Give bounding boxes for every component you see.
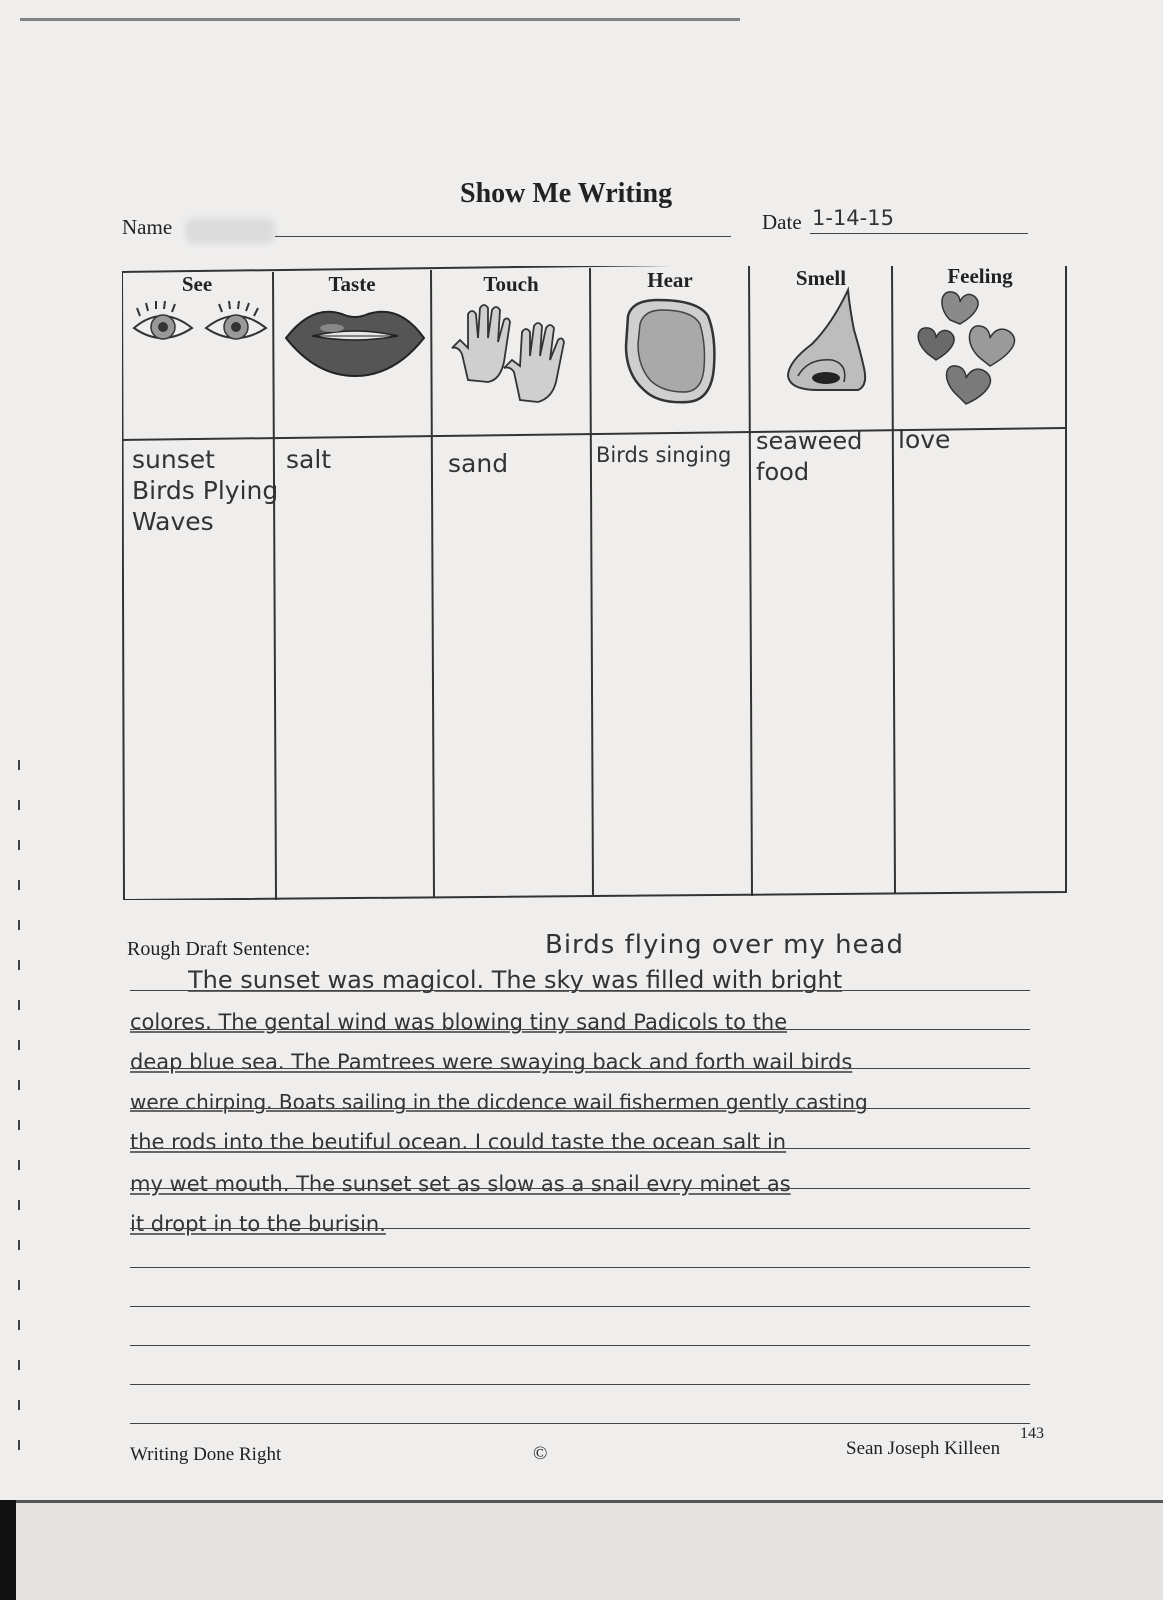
writing-line bbox=[130, 1148, 1030, 1149]
writing-line bbox=[130, 1029, 1030, 1030]
entry-see: sunset Birds Plying Waves bbox=[132, 445, 279, 536]
binding-marks bbox=[14, 760, 24, 1480]
scan-top-rule bbox=[20, 18, 740, 21]
name-label: Name bbox=[122, 215, 173, 239]
page-title: Show Me Writing bbox=[460, 178, 673, 209]
ear-icon bbox=[618, 296, 722, 408]
writing-line bbox=[130, 1384, 1030, 1385]
eyes-icon bbox=[126, 296, 272, 356]
entry-smell: seaweed food bbox=[756, 427, 863, 486]
writing-line bbox=[130, 990, 1030, 991]
name-line bbox=[275, 236, 731, 237]
rough-draft-label: Rough Draft Sentence: bbox=[127, 938, 311, 960]
redacted-name bbox=[185, 218, 275, 244]
draft-insertion: Birds flying over my head bbox=[545, 930, 904, 960]
footer-author: Sean Joseph Killeen bbox=[846, 1438, 1001, 1459]
entry-touch: sand bbox=[448, 449, 509, 478]
scan-bottom-band bbox=[0, 1500, 1163, 1600]
draft-line-7: it dropt in to the burisin. bbox=[130, 1212, 386, 1236]
draft-line-2: colores. The gental wind was blowing tiny sand Padicols to the bbox=[130, 1010, 788, 1034]
writing-line bbox=[130, 1228, 1030, 1229]
draft-line-5: the rods into the beutiful ocean. I could taste the ocean salt in bbox=[130, 1130, 787, 1154]
senses-chart bbox=[122, 266, 1068, 900]
header-hear: Hear bbox=[647, 268, 693, 292]
date-value: 1-14-15 bbox=[812, 206, 894, 230]
writing-line bbox=[130, 1108, 1030, 1109]
draft-line-3: deap blue sea. The Pamtrees were swaying back and forth wail birds bbox=[130, 1050, 853, 1074]
draft-line-4: were chirping. Boats sailing in the dicdence wail fishermen gently casting bbox=[130, 1090, 868, 1114]
scan-bottom-rule bbox=[0, 1500, 1163, 1503]
header-touch: Touch bbox=[483, 272, 539, 296]
entry-hear: Birds singing bbox=[596, 443, 732, 467]
header-taste: Taste bbox=[328, 272, 376, 296]
draft-line-6: my wet mouth. The sunset set as slow as a snail evry minet as bbox=[130, 1172, 791, 1196]
header-see: See bbox=[181, 272, 213, 296]
nose-icon bbox=[778, 286, 878, 398]
date-line bbox=[810, 233, 1028, 234]
hearts-icon bbox=[908, 280, 1028, 410]
footer-publisher: Writing Done Right bbox=[130, 1444, 282, 1465]
header-feeling: Feeling bbox=[947, 264, 1013, 288]
footer-copyright: © bbox=[533, 1443, 548, 1464]
header-smell: Smell bbox=[795, 266, 847, 290]
scan-edge bbox=[0, 1500, 16, 1600]
writing-line bbox=[130, 1267, 1030, 1268]
lips-icon bbox=[282, 300, 428, 380]
date-label: Date bbox=[762, 210, 802, 234]
writing-line bbox=[130, 1068, 1030, 1069]
writing-line bbox=[130, 1306, 1030, 1307]
writing-line bbox=[130, 1188, 1030, 1189]
entry-feeling: love bbox=[898, 425, 951, 454]
hands-icon bbox=[448, 300, 578, 410]
writing-line bbox=[130, 1345, 1030, 1346]
draft-line-1: The sunset was magicol. The sky was filled with bright bbox=[188, 966, 843, 994]
entry-taste: salt bbox=[286, 445, 332, 474]
page-number: 143 bbox=[1020, 1425, 1044, 1442]
writing-line bbox=[130, 1423, 1030, 1424]
